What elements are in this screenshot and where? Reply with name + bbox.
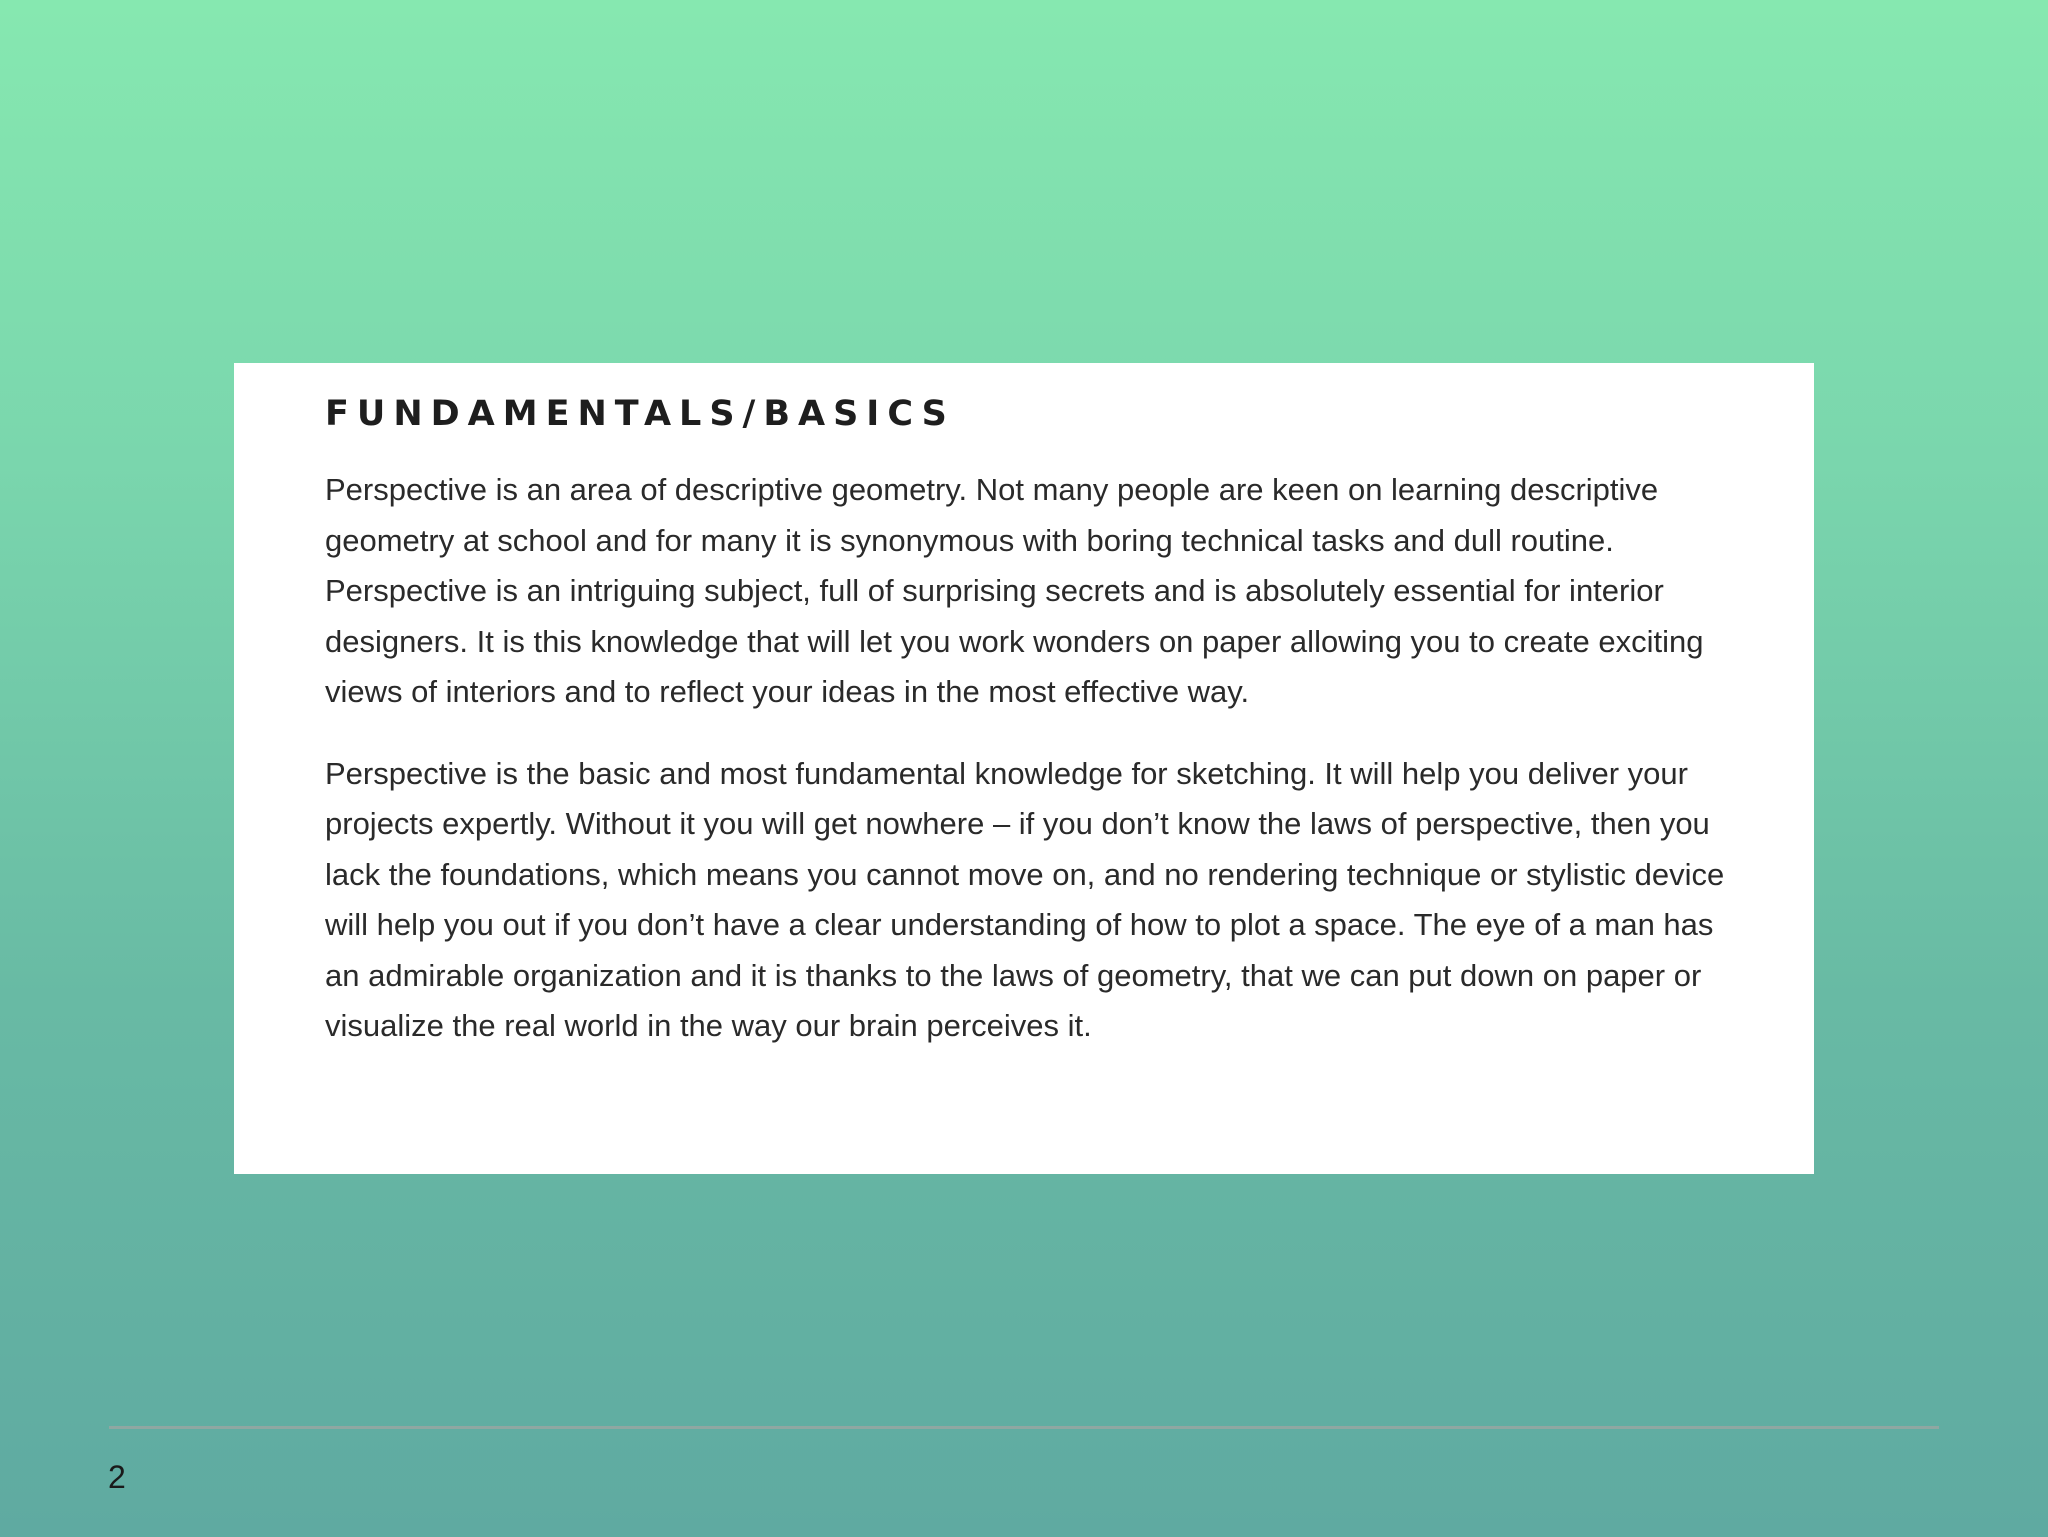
section-heading: FUNDAMENTALS/BASICS	[325, 394, 955, 434]
body-paragraph-1: Perspective is an area of descriptive geometry. Not many people are keen on learning descriptive geometry at school and for many it is synonymous with boring technical tasks and dull routine. Perspective is an intriguing subject, full of surprising secrets and is absolutely essential for interior designers. It is this knowledge that will let you work wonders on paper allowing you to create exciting views of interiors and to reflect your ideas in the most effective way.	[325, 472, 1704, 709]
page-number: 2	[108, 1459, 126, 1495]
footer-divider	[109, 1426, 1939, 1429]
body-paragraph-2: Perspective is the basic and most fundamental knowledge for sketching. It will help you deliver your projects expertly. Without it you will get nowhere – if you don’t know the laws of perspective, then you lack the foundations, which means you cannot move on, and no rendering technique or stylistic device will help you out if you don’t have a clear understanding of how to plot a space. The eye of a man has an admirable organization and it is thanks to the laws of geometry, that we can put down on paper or visualize the real world in the way our brain perceives it.	[325, 755, 1725, 1043]
content-card	[234, 363, 1814, 1174]
